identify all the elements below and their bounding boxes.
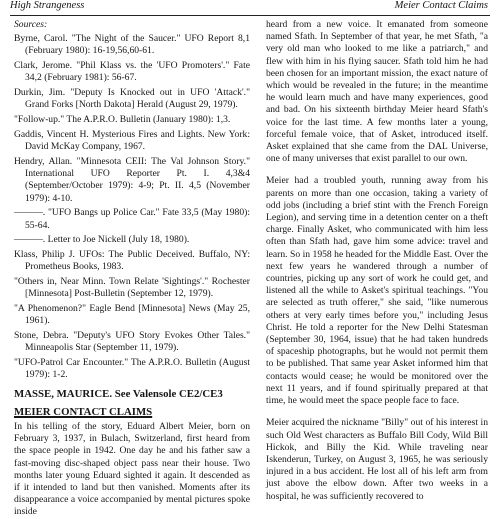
reference-item: ———. Letter to Joe Nickell (July 18, 1980). [14, 234, 190, 246]
reference-item: "UFO-Patrol Car Encounter." The A.P.R.O. Bulletin (August 1979): 1-2. [14, 357, 250, 381]
reference-item: Clark, Jerome. "Phil Klass vs. the 'UFO Promoters'." Fate 34,2 (February 1981): 56-67. [14, 60, 250, 84]
right-column [266, 19, 488, 500]
left-column [14, 19, 250, 518]
body-paragraph: heard from a new voice. It emanated from someone named Sfath. In September of that year, he met Sfath, "a very old man who looked to me like a patriarch," and flew with him in his flying saucer. Sfath told him he had been chosen for an important mission, the exact nature of which would be revealed in the future; in the meantime he would learn much and have many experiences, good and bad. On his sixteenth birthday Meier heard Sfath's voice for the last time. A few months later a young, forceful female voice, that of Asket, introduced itself. Asket explained that she came from the DAL Universe, one of many universes that exist parallel to our own. [266, 19, 488, 165]
reference-list [14, 33, 250, 381]
reference-item: Stone, Debra. "Deputy's UFO Story Evokes Other Tales." Minneapolis Star (September 11, 1979). [14, 330, 250, 354]
reference-item: Byrne, Carol. "The Night of the Saucer." UFO Report 8,1 (February 1980): 16-19,56,60-61. [14, 33, 250, 57]
meier-section-heading: MEIER CONTACT CLAIMS [14, 405, 153, 418]
reference-item: ———. "UFO Bangs up Police Car." Fate 33,5 (May 1980): 55-64. [14, 207, 250, 231]
masse-cross-reference: MASSE, MAURICE. See Valensole CE2/CE3 [14, 387, 223, 400]
reference-item: "A Phenomenon?" Eagle Bend [Minnesota] News (May 25, 1961). [14, 303, 250, 327]
header-section-title: Meier Contact Claims [394, 0, 488, 11]
reference-item: "Others in, Near Minn. Town Relate 'Sightings'." Rochester [Minnesota] Post-Bulletin (September 12, 1979). [14, 276, 250, 300]
meier-intro-paragraph: In his telling of the story, Eduard Albert Meier, born on February 3, 1937, in Bulach, Switzerland, first heard from the space people in 1942. One day he and his father saw a fast-moving disc-shaped object pass near their house. Two months later young Eduard sighted it again. It descended as if it intended to land but then vanished. Moments after its disappearance a voice accompanied by mental pictures spoke inside [14, 421, 250, 518]
header-book-title: High Strangeness [10, 0, 85, 11]
sources-label: Sources: [14, 19, 48, 30]
reference-item: Durkin, Jim. "Deputy Is Knocked out in UFO 'Attack'." Grand Forks [North Dakota] Herald (August 29, 1979). [14, 87, 250, 111]
reference-item: Klass, Philip J. UFOs: The Public Deceived. Buffalo, NY: Prometheus Books, 1983. [14, 249, 250, 273]
reference-item: Gaddis, Vincent H. Mysterious Fires and Lights. New York: David McKay Company, 1967. [14, 129, 250, 153]
body-paragraph: Meier acquired the nickname "Billy" out of his interest in such Old West characters as Buffalo Bill Cody, Wild Bill Hickok, and Billy the Kid. While traveling near Iskenderun, Turkey, on August 3, 1965, he was seriously injured in a bus accident. He lost all of his left arm from just above the elbow down. After two weeks in a hospital, he was sufficiently recovered to [266, 417, 488, 502]
body-paragraph: Meier had a troubled youth, running away from his parents on more than one occasion, taking a variety of odd jobs (including a brief stint with the French Foreign Legion), and serving time in a detention center on a theft charge. Finally Asket, who communicated with him less often than Sfath had, gave him some advice: travel and learn. So in 1958 he headed for the Middle East. Over the next few years he wandered through a number of countries, picking up any sort of work he could get, and listened all the while to Asket's spiritual teachings. "You are selected as truth offerer," she said, "like numerous others at very early times before you," including Jesus Christ. He told a reporter for the New Delhi Statesman (September 30, 1964, issue) that he had taken hundreds of spaceship photographs, but he would not permit them to be published. That same year Asket informed him that contacts would cease; he would be monitored over the next 11 years, and if found spiritually prepared at that time, he would meet the space people face to face. [266, 175, 488, 407]
reference-item: Hendry, Allan. "Minnesota CEII: The Val Johnson Story." International UFO Reporter Pt. I. 4,3&4 (September/October 1979): 4-9; Pt. II. 4,5 (November 1979): 4-10. [14, 156, 250, 204]
header-rule [10, 15, 490, 16]
running-header [0, 0, 500, 14]
reference-item: "Follow-up." The A.P.R.O. Bulletin (January 1980): 1,3. [14, 114, 231, 126]
